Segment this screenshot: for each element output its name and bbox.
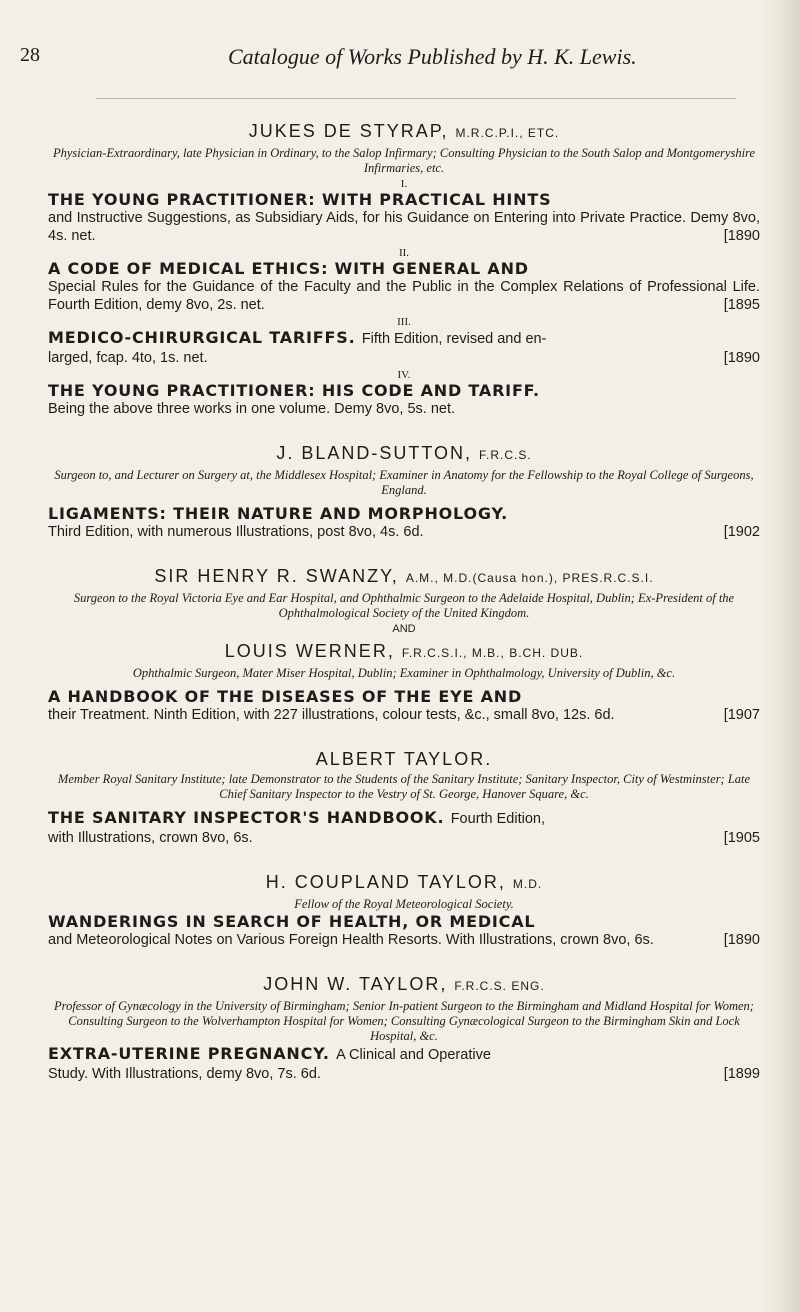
author-description: Surgeon to, and Lecturer on Surgery at, the Middlesex Hospital; Examiner in Anatomy for the Fellowship to the Royal College of Surgeons, England.: [54, 468, 754, 497]
work-title: A CODE OF MEDICAL ETHICS: WITH GENERAL AND: [48, 259, 529, 278]
work-numeral: IV.: [397, 369, 411, 381]
and-connector: AND: [392, 623, 416, 635]
author-description: Member Royal Sanitary Institute; late Demonstrator to the Students of the Sanitary Institute; Sanitary Inspector, City of Westminster; Late Chief Sanitary Inspector to the Vestry of St. George, Hanover Square, &c.: [57, 772, 751, 801]
work-description: and Instructive Suggestions, as Subsidiary Aids, for his Guidance on Entering into Private Practice. Demy 8vo, 4s. net. [1890: [48, 210, 760, 244]
work-title: WANDERINGS IN SEARCH OF HEALTH, OR MEDICAL: [48, 912, 536, 931]
coauthor-description: Ophthalmic Surgeon, Mater Miser Hospital, Dublin; Examiner in Ophthalmology, University of Dublin, &c.: [132, 666, 676, 680]
work-description: Special Rules for the Guidance of the Faculty and the Public in the Complex Relations of Professional Life. Fourth Edition, demy 8vo, 2s. net. [1895: [48, 279, 760, 313]
author-description: Surgeon to the Royal Victoria Eye and Ear Hospital, and Ophthalmic Surgeon to the Adelaide Hospital, Dublin; Ex-President of the Ophthalmological Society of the United Kingdom.: [73, 591, 735, 620]
work-description: Being the above three works in one volume. Demy 8vo, 5s. net.: [48, 401, 456, 417]
work-year: [1902: [723, 524, 760, 540]
author-name: JUKES DE STYRAP, M.R.C.P.I., ETC.: [248, 121, 560, 141]
author-entry-swanzy: [48, 563, 760, 724]
work-description: Study. With Illustrations, demy 8vo, 7s. 6d. [1899: [48, 1066, 760, 1082]
work-description: their Treatment. Ninth Edition, with 227 illustrations, colour tests, &c., small 8vo, 12s. 6d. [1907: [48, 707, 760, 723]
work-description: Third Edition, with numerous Illustrations, post 8vo, 4s. 6d. [1902: [48, 524, 760, 540]
author-description: Physician-Extraordinary, late Physician in Ordinary, to the Salop Infirmary; Consulting Physician to the South Salop and Montgomeryshire Infirmaries, etc.: [52, 146, 755, 175]
work-numeral: II.: [398, 247, 410, 259]
work-title: THE SANITARY INSPECTOR'S HANDBOOK. Fourth Edition,: [48, 808, 546, 827]
page-edge-shadow: [760, 0, 800, 1312]
work-year: [1890: [723, 350, 760, 366]
work-title: MEDICO-CHIRURGICAL TARIFFS. Fifth Edition, revised and en-: [48, 328, 547, 347]
work-numeral: I.: [400, 178, 408, 190]
work-title: THE YOUNG PRACTITIONER: HIS CODE AND TARIFF.: [48, 381, 540, 400]
coauthor-name: LOUIS WERNER, F.R.C.S.I., M.B., B.CH. DUB.: [224, 641, 584, 661]
work-title: LIGAMENTS: THEIR NATURE AND MORPHOLOGY.: [48, 504, 509, 523]
work-title: THE YOUNG PRACTITIONER: WITH PRACTICAL HINTS: [48, 190, 552, 209]
work-year: [1895: [723, 297, 760, 313]
work-year: [1907: [723, 707, 760, 723]
work-numeral: III.: [397, 316, 411, 328]
author-entry-albert-taylor: [48, 746, 760, 847]
author-description: Professor of Gynæcology in the University of Birmingham; Senior In-patient Surgeon to the Birmingham and Midland Hospital for Women; Consulting Surgeon to the Wolverhampton Hospital for Women; Consulting Gynæcological Surgeon to the Birmingham Skin and Lock Hospital, &c.: [54, 999, 754, 1043]
work-title: A HANDBOOK OF THE DISEASES OF THE EYE AND: [48, 687, 523, 706]
author-entry-bland-sutton: [48, 440, 760, 541]
author-name: J. BLAND-SUTTON, F.R.C.S.: [276, 443, 532, 463]
work-year: [1899: [723, 1066, 760, 1082]
author-entry-coupland-taylor: [48, 869, 760, 949]
author-entry-jukes: [48, 118, 760, 418]
author-name: SIR HENRY R. SWANZY, A.M., M.D.(Causa hon.), PRES.R.C.S.I.: [154, 566, 654, 586]
work-description: with Illustrations, crown 8vo, 6s. [1905: [48, 830, 760, 846]
work-year: [1905: [723, 830, 760, 846]
work-description: larged, fcap. 4to, 1s. net. [1890: [48, 350, 760, 366]
work-description: and Meteorological Notes on Various Foreign Health Resorts. With Illustrations, crown 8vo, 6s. [1890: [48, 932, 760, 948]
author-name: ALBERT TAYLOR.: [315, 749, 493, 769]
author-entry-john-taylor: [48, 971, 760, 1083]
work-title: EXTRA-UTERINE PREGNANCY. A Clinical and Operative: [48, 1044, 491, 1063]
running-title: Catalogue of Works Published by H. K. Lewis.: [228, 44, 637, 69]
work-year: [1890: [723, 932, 760, 948]
header-rule: [96, 98, 736, 99]
author-description: Fellow of the Royal Meteorological Society.: [294, 897, 514, 911]
page-number: 28: [20, 44, 40, 66]
author-name: H. COUPLAND TAYLOR, M.D.: [265, 872, 543, 892]
work-year: [1890: [723, 228, 760, 244]
page-header: [20, 44, 760, 74]
catalogue-content: [48, 118, 760, 1083]
author-name: JOHN W. TAYLOR, F.R.C.S. ENG.: [263, 974, 545, 994]
